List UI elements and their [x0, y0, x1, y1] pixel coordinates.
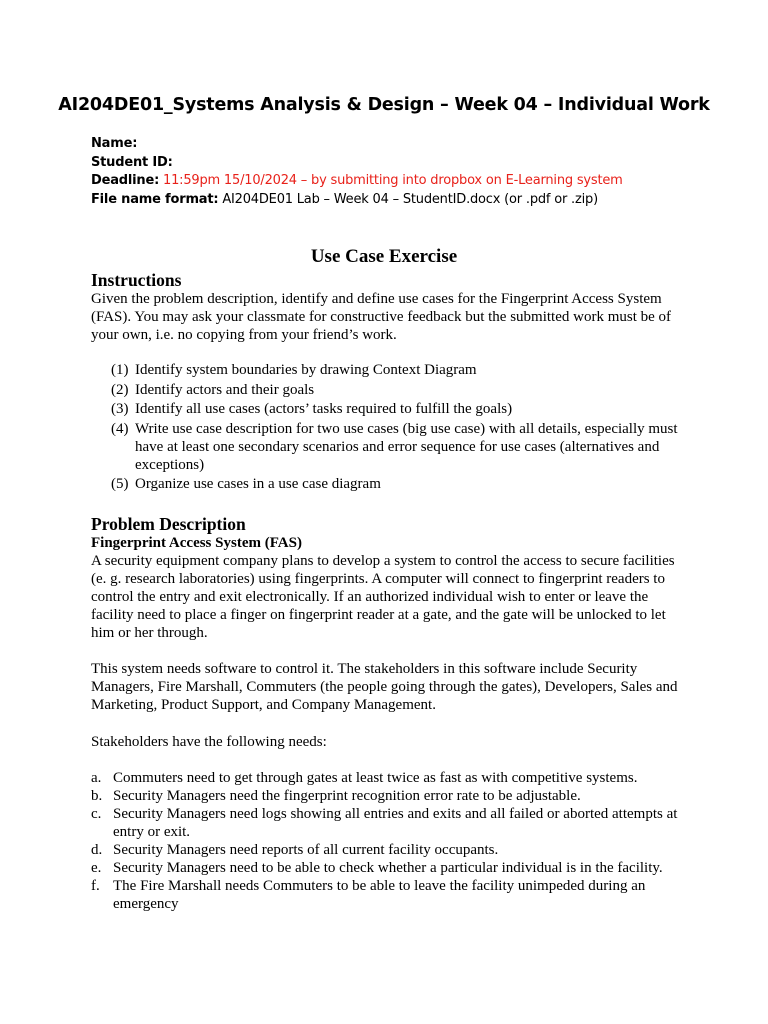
problem-section	[91, 514, 681, 642]
file-name-row	[91, 191, 623, 210]
list-item: b. Security Managers need the fingerprint recognition error rate to be adjustable.	[91, 788, 581, 804]
file-name-label: File name format:	[91, 191, 219, 207]
list-item: (5) Organize use cases in a use case diagram	[111, 476, 381, 492]
list-item: e. Security Managers need to be able to check whether a particular individual is in the facility.	[91, 860, 663, 876]
needs-block	[91, 769, 681, 913]
problem-subheading: Fingerprint Access System (FAS)	[91, 535, 302, 551]
instructions-section	[91, 270, 681, 344]
list-item: (1) Identify system boundaries by drawing Context Diagram	[111, 362, 477, 378]
instructions-heading: Instructions	[91, 270, 182, 290]
deadline-row	[91, 172, 623, 191]
problem-paragraph-3: Stakeholders have the following needs:	[91, 734, 327, 750]
deadline-value: 11:59pm 15/10/2024 – by submitting into dropbox on E-Learning system	[163, 173, 623, 188]
problem-heading: Problem Description	[91, 514, 246, 534]
list-item: (2) Identify actors and their goals	[111, 381, 315, 398]
list-item: (4) Write use case description for two use cases (big use case) with all details, especially must have at least one secondary scenarios and error sequence for use cases (alternatives and exceptions)	[111, 420, 678, 473]
list-item: (3) Identify all use cases (actors’ tasks required to fulfill the goals)	[111, 401, 513, 417]
list-item: a. Commuters need to get through gates at least twice as fast as with competitive systems.	[91, 770, 638, 786]
problem-paragraph-1: A security equipment company plans to develop a system to control the access to secure facilities (e. g. research laboratories) using fingerprints. A computer will connect to fingerprint readers to control the entry and exit electronically. If an authorized individual wish to enter or leave the facility need to place a finger on fingerprint reader at a gate, and the gate will be unlocked to let him or her through.	[91, 553, 675, 641]
needs-list	[91, 769, 681, 913]
deadline-label: Deadline:	[91, 173, 160, 188]
list-item: d. Security Managers need reports of all current facility occupants.	[91, 842, 499, 858]
student-id-label: Student ID:	[91, 154, 173, 170]
problem-paragraph-2: This system needs software to control it. The stakeholders in this software include Security Managers, Fire Marshall, Commuters (the people going through the gates), Developers, Sales and Marketing, Product Support, and Company Management.	[91, 661, 678, 713]
file-name-value: AI204DE01 Lab – Week 04 – StudentID.docx (or .pdf or .zip)	[222, 191, 598, 207]
problem-paragraph-2-block	[91, 660, 681, 714]
list-item: f. The Fire Marshall needs Commuters to be able to leave the facility unimpeded during an emergency	[91, 878, 646, 912]
list-item: c. Security Managers need logs showing all entries and exits and all failed or aborted attempts at entry or exit.	[91, 806, 678, 840]
student-id-row	[91, 154, 623, 173]
instructions-steps	[91, 361, 681, 495]
document-title: AI204DE01_Systems Analysis & Design – Week 04 – Individual Work	[58, 95, 710, 115]
name-label: Name:	[91, 136, 138, 151]
assignment-meta	[91, 135, 623, 209]
name-row	[91, 135, 623, 154]
exercise-title: Use Case Exercise	[310, 246, 458, 267]
instructions-paragraph: Given the problem description, identify and define use cases for the Fingerprint Access System (FAS). You may ask your classmate for constructive feedback but the submitted work must be of your own, i.e. no copying from your friend’s work.	[91, 291, 672, 343]
problem-paragraph-3-block	[91, 733, 681, 751]
steps-list	[91, 361, 681, 493]
